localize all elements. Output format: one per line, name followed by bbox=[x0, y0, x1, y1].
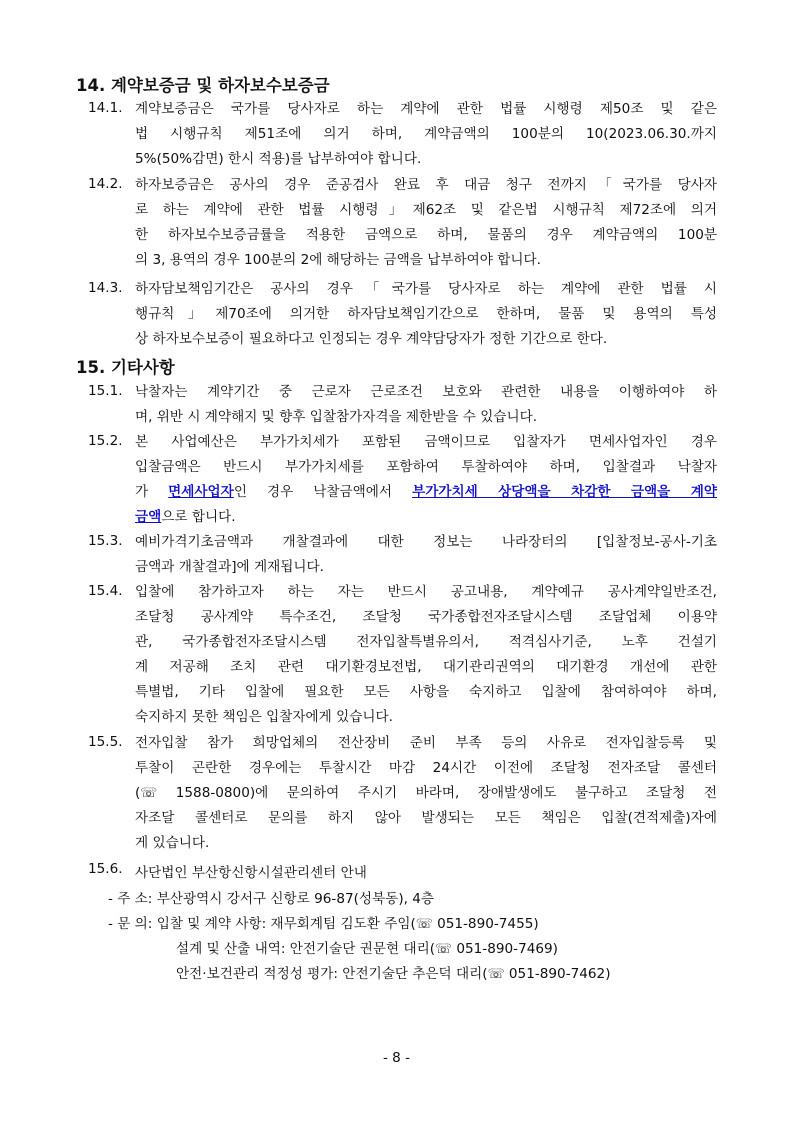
item-15-2-number: 15.2. bbox=[88, 433, 123, 449]
item-15-1-line-1: 낙찰자는 계약기간 중 근로자 근로조건 보호와 관련한 내용을 이행하여야 하 bbox=[135, 384, 717, 400]
item-15-1-line-2: 며, 위반 시 계약해지 및 향후 입찰참가자격을 제한받을 수 있습니다. bbox=[135, 409, 538, 425]
amount-link: 금액 bbox=[135, 509, 162, 525]
item-15-5-line-4: 자조달 콜센터로 문의를 하지 않아 발생되는 모든 책임은 입찰(견적제출)자에 bbox=[135, 810, 717, 826]
item-15-3-line-2: 금액과 개찰결과]에 게재됩니다. bbox=[135, 559, 324, 575]
item-14-3-line-2: 행규칙」제70조에 의거한 하자담보책임기간으로 한하며, 물품 및 용역의 특성 bbox=[135, 306, 717, 322]
item-14-2-line-4: 의 3, 용역의 경우 100분의 2에 해당하는 금액을 납부하여야 합니다. bbox=[135, 252, 541, 268]
item-15-2-line-4 bbox=[135, 505, 717, 530]
page-number: - 8 - bbox=[382, 1050, 411, 1066]
item-14-1-line-3: 5%(50%감면) 한시 적용)를 납부하여야 합니다. bbox=[135, 151, 422, 167]
item-14-1-number: 14.1. bbox=[88, 100, 123, 116]
line-3-part-a: 가 bbox=[135, 484, 169, 500]
contact-line-3: 안전·보건관리 적정성 평가: 안전기술단 추은덕 대리(☏ 051-890-7462) bbox=[176, 966, 611, 982]
item-15-5-line-1: 전자입찰 참가 희망업체의 전산장비 준비 부족 등의 사유로 전자입찰등록 및 bbox=[135, 735, 717, 751]
item-14-3-line-3: 상 하자보수보증이 필요하다고 인정되는 경우 계약담당자가 정한 기간으로 한다. bbox=[135, 331, 608, 347]
item-15-2-line-3 bbox=[135, 480, 717, 505]
item-15-4-number: 15.4. bbox=[88, 583, 123, 599]
item-15-2-line-1: 본 사업예산은 부가가치세가 포함된 금액이므로 입찰자가 면세사업자인 경우 bbox=[135, 434, 717, 450]
item-15-6-number: 15.6. bbox=[88, 861, 123, 877]
item-15-3-number: 15.3. bbox=[88, 533, 123, 549]
contact-line-1: - 문 의: 입찰 및 계약 사항: 재무회계팀 김도환 주임(☏ 051-890-7455) bbox=[108, 916, 539, 932]
item-14-2-line-3: 한 하자보수보증금률을 적용한 금액으로 하며, 물품의 경우 계약금액의 100분 bbox=[135, 227, 717, 243]
tax-exempt-business-link: 면세사업자 bbox=[168, 484, 234, 500]
line-3-part-c: 인 경우 낙찰금액에서 bbox=[233, 484, 413, 500]
line-4-part-b: 으로 합니다. bbox=[161, 509, 236, 525]
item-14-2-line-1: 하자보증금은 공사의 경우 준공검사 완료 후 대금 청구 전까지「국가를 당사자 bbox=[135, 177, 717, 193]
item-15-6-text: 사단법인 부산항신항시설관리센터 안내 bbox=[135, 865, 367, 881]
vat-deduction-link: 부가가치세 상당액을 차감한 금액을 계약 bbox=[412, 484, 718, 500]
section-14-heading: 14. 계약보증금 및 하자보수보증금 bbox=[76, 76, 330, 95]
item-15-5-number: 15.5. bbox=[88, 734, 123, 750]
contact-line-2: 설계 및 산출 내역: 안전기술단 권문현 대리(☏ 051-890-7469) bbox=[176, 941, 558, 957]
item-15-5-line-2: 투찰이 곤란한 경우에는 투찰시간 마감 24시간 이전에 조달청 전자조달 콜센터 bbox=[135, 760, 717, 776]
item-15-4-line-3: 관, 국가종합전자조달시스템 전자입찰특별유의서, 적격심사기준, 노후 건설기 bbox=[135, 634, 717, 650]
item-15-4-line-4: 계 저공해 조치 관련 대기환경보전법, 대기관리권역의 대기환경 개선에 관한 bbox=[135, 659, 717, 675]
address-line: - 주 소: 부산광역시 강서구 신항로 96-87(성북동), 4층 bbox=[108, 891, 435, 907]
item-15-4-line-1: 입찰에 참가하고자 하는 자는 반드시 공고내용, 계약예규 공사계약일반조건, bbox=[135, 584, 717, 600]
item-15-4-line-2: 조달청 공사계약 특수조건, 조달청 국가종합전자조달시스템 조달업체 이용약 bbox=[135, 609, 717, 625]
item-15-4-line-6: 숙지하지 못한 책임은 입찰자에게 있습니다. bbox=[135, 709, 393, 725]
item-14-1-line-2: 법 시행규칙 제51조에 의거 하며, 계약금액의 100분의 10(2023.06.30.까지 bbox=[135, 126, 717, 142]
item-15-4-line-5: 특별법, 기타 입찰에 필요한 모든 사항을 숙지하고 입찰에 참여하여야 하며, bbox=[135, 684, 717, 700]
item-14-2-line-2: 로 하는 계약에 관한 법률 시행령」제62조 및 같은법 시행규칙 제72조에 의거 bbox=[135, 202, 717, 218]
item-15-5-line-5: 게 있습니다. bbox=[135, 835, 210, 851]
item-15-1-number: 15.1. bbox=[88, 383, 123, 399]
item-15-2-line-2: 입찰금액은 반드시 부가가치세를 포함하여 투찰하여야 하며, 입찰결과 낙찰자 bbox=[135, 459, 717, 475]
item-15-3-line-1: 예비가격기초금액과 개찰결과에 대한 정보는 나라장터의 [입찰정보-공사-기초 bbox=[135, 534, 717, 550]
item-15-5-line-3: (☏ 1588-0800)에 문의하여 주시기 바라며, 장애발생에도 불구하고 조달청 전 bbox=[135, 785, 717, 801]
item-14-3-number: 14.3. bbox=[88, 280, 123, 296]
item-14-2-number: 14.2. bbox=[88, 176, 123, 192]
section-15-heading: 15. 기타사항 bbox=[76, 358, 175, 377]
item-14-1-line-1: 계약보증금은 국가를 당사자로 하는 계약에 관한 법률 시행령 제50조 및 같은 bbox=[135, 101, 717, 117]
item-14-3-line-1: 하자담보책임기간은 공사의 경우「국가를 당사자로 하는 계약에 관한 법률 시 bbox=[135, 281, 717, 297]
